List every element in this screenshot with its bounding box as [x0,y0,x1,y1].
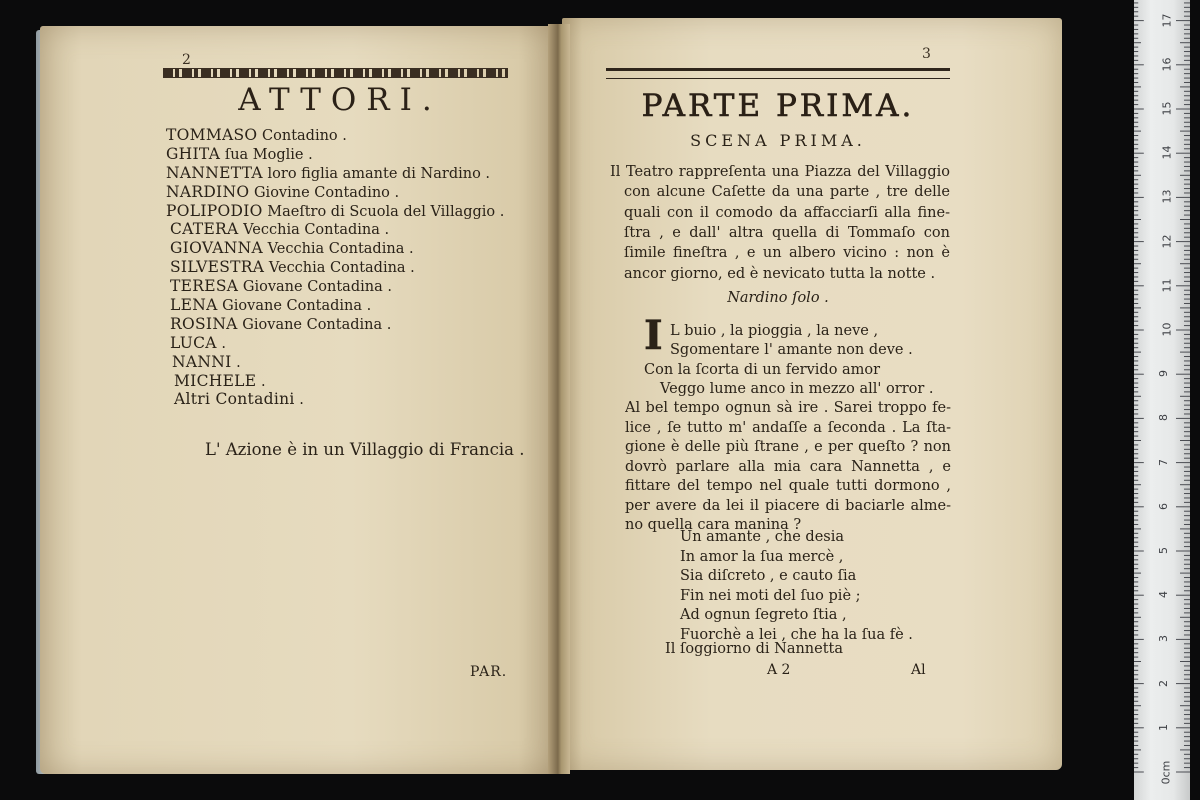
prose-line: Al bel tempo ognun sà ire . Sarei troppo fe- [625,400,951,416]
cast-role: Giovane Contadina . [237,316,392,333]
prose-line: fittare del tempo nel quale tutti dormono , [625,478,951,494]
cast-name: TERESA [170,277,239,296]
cast-name: NANNETTA [166,163,263,182]
ruler-number: 9 [1157,370,1170,378]
cast-name: SILVESTRA [170,258,265,277]
aria-line: Sia diſcreto , e cauto ſia [680,568,857,584]
cast-title: ATTORI. [238,82,442,118]
cast-role: . [216,335,226,352]
cast-name: GHITA [166,144,221,163]
cast-role: Giovane Contadina . [238,279,392,296]
cast-name: POLIPODIO [166,201,263,220]
prose-line: lice , ſe tutto m' andaſſe a ſeconda . La ſta- [625,419,951,436]
stage-direction-line: con alcune Caſette da una parte , tre delle [624,184,950,201]
ruler-number: 1 [1157,723,1170,731]
cast-role: . [231,354,241,371]
cast-role: ſua Moglie . [220,146,313,163]
ruler-number: 15 [1160,101,1174,116]
cast-role: Vecchia Contadina . [263,241,414,258]
ruler-number: 11 [1160,278,1174,293]
cast-role: Vecchia Contadina . [238,222,390,239]
ruler-number: 10 [1160,322,1174,337]
ruler-number: 13 [1160,189,1174,204]
setting-note: L' Azione è in un Villaggio di Francia . [205,440,525,459]
ruler-number: 6 [1157,502,1170,510]
cast-role: . [256,373,266,390]
ruler-number: 16 [1160,57,1174,72]
measurement-ruler [1134,0,1190,800]
ruler-number: 7 [1157,458,1170,466]
ruler-number: 14 [1160,145,1174,160]
stage-direction-line: quali con il comodo da affacciarſi alla fine- [624,204,950,221]
ruler-number: 17 [1160,13,1174,28]
ruler-unit-label: 0cm [1159,760,1173,785]
scene-title: SCENA PRIMA. [690,131,866,150]
aria-line: Fuorchè a lei , che ha la ſua fè . [680,626,913,643]
cast-role: Maeſtro di Scuola del Villaggio . [262,203,505,220]
left-catchword: PAR. [470,664,508,680]
cast-name: ROSINA [170,314,238,333]
stage-direction-line: Il Teatro rappreſenta una Piazza del Villaggio [610,164,950,180]
verse-line: Veggo lume anco in mezzo all' orror . [660,381,934,398]
prose-line: gione è delle più ſtrane , e per queſto ? non [625,439,951,455]
ruler-number: 2 [1157,679,1170,687]
cast-role: loro figlia amante di Nardino . [262,165,491,182]
aria-line: Un amante , che desia [680,529,845,545]
cast-name: NANNI [172,352,232,371]
ruler-number: 8 [1157,414,1170,422]
verse-line: Con la ſcorta di un fervido amor [644,361,881,378]
verse-line: Sgomentare l' amante non deve . [670,342,913,358]
ruler-number: 3 [1157,635,1170,643]
signature-mark: A 2 [767,662,791,678]
cast-role: Giovane Contadina . [217,298,372,315]
cast-role: Contadino . [257,128,347,144]
stage-direction-line: ſimile fineſtra , e un albero vicino : non è [624,245,950,262]
left-page-number: 2 [182,52,191,68]
prose-line: dovrò parlare alla mia cara Nannetta , e [625,458,951,475]
cast-name: LENA [170,296,218,315]
aria-line: Ad ognun ſegreto ſtia , [680,607,847,623]
cast-role: Vecchia Contadina . [264,260,415,277]
speaker-name: Nardino ſolo . [727,290,829,306]
ruler-number: 5 [1157,547,1170,554]
cast-name: CATERA [170,220,239,239]
ruler-number: 12 [1160,234,1174,249]
cast-name: Altri Contadini [174,390,295,409]
stage-direction-line: ſtra , e dall' altra quella di Tommaſo con [624,224,950,241]
drop-cap: I [644,312,663,359]
verse-line: L buio , la pioggia , la neve , [670,323,879,339]
stage-direction-line: ancor giorno, ed è nevicato tutta la notte . [624,265,936,282]
cast-name: NARDINO [166,182,250,201]
cast-role: . [294,392,304,409]
cast-name: LUCA [170,333,217,352]
final-line: Il ſoggiorno di Nannetta [665,641,844,657]
part-title: PARTE PRIMA. [641,88,915,124]
cast-name: MICHELE [174,371,257,390]
cast-role: Giovine Contadino . [249,184,400,201]
prose-line: per avere da lei il piacere di baciarle alme- [625,497,951,514]
right-page-number: 3 [922,46,931,62]
cast-name: TOMMASO [166,126,258,144]
cast-name: GIOVANNA [170,239,263,258]
ruler-number: 4 [1157,591,1170,599]
aria-line: Fin nei moti del ſuo piè ; [680,587,861,604]
right-catchword: Al [911,662,926,678]
prose-line: no quella cara manina ? [625,517,802,533]
aria-line: In amor la ſua mercè , [680,548,844,565]
